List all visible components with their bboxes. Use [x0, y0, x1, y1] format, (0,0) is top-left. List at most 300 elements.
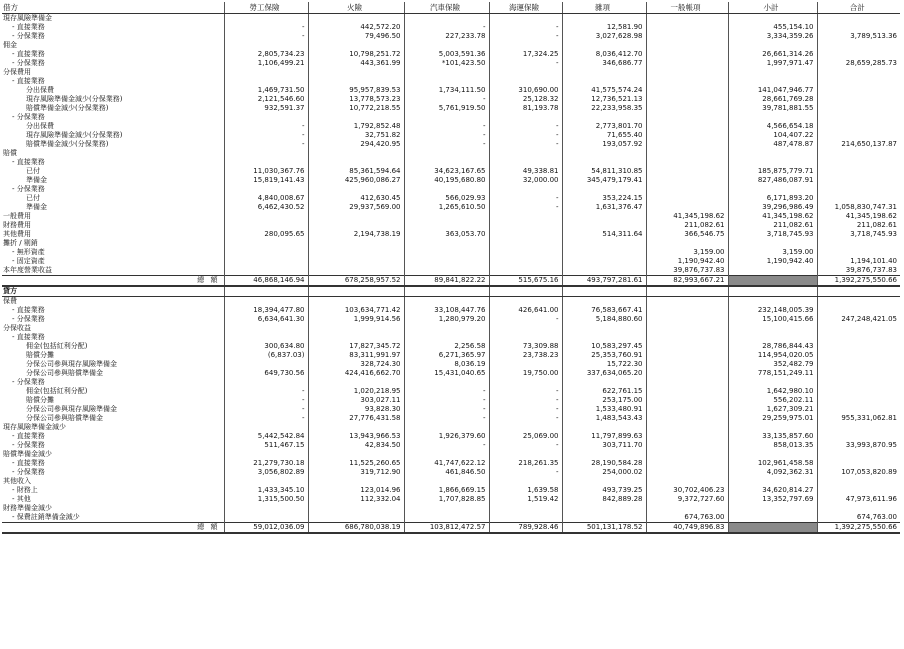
debit-cell: - [489, 203, 562, 212]
credit-cell: 41,747,622.12 [404, 459, 489, 468]
debit-cell: 1,469,731.50 [224, 86, 308, 95]
debit-cell [646, 41, 728, 50]
credit-cell [817, 342, 900, 351]
credit-cell: 76,583,667.41 [562, 306, 646, 315]
credit-row [2, 369, 900, 378]
debit-cell [308, 248, 404, 257]
debit-cell: 2,805,734.23 [224, 50, 308, 59]
credit-cell [817, 405, 900, 414]
debit-cell [489, 212, 562, 221]
debit-total-cell [728, 276, 817, 287]
credit-cell [224, 378, 308, 387]
credit-row-label: - 分保業務 [12, 441, 45, 449]
debit-row [2, 86, 900, 95]
debit-cell [646, 176, 728, 185]
debit-cell [817, 158, 900, 167]
credit-cell [817, 306, 900, 315]
credit-row-label: 財務準備金減少 [3, 504, 52, 512]
credit-cell: 955,331,062.81 [817, 414, 900, 423]
debit-row [2, 59, 900, 68]
credit-cell [728, 513, 817, 523]
credit-cell [404, 324, 489, 333]
credit-cell [308, 504, 404, 513]
credit-cell: - [404, 396, 489, 405]
debit-row-label: 本年度營業收益 [3, 266, 52, 274]
credit-cell: 426,641.00 [489, 306, 562, 315]
credit-row [2, 297, 900, 307]
debit-row-label: 現存風險準備金 [3, 14, 52, 22]
debit-total-cell: 1,392,275,550.66 [817, 276, 900, 287]
credit-row-label: - 保費註銷準備金減少 [12, 513, 80, 521]
credit-cell [562, 477, 646, 486]
credit-cell [489, 477, 562, 486]
debit-cell: 1,058,830,747.31 [817, 203, 900, 212]
debit-cell [404, 266, 489, 276]
debit-cell [817, 248, 900, 257]
debit-cell [224, 149, 308, 158]
credit-cell: - [404, 387, 489, 396]
debit-cell: 79,496.50 [308, 32, 404, 41]
credit-row-label: 佣金(包括紅利分配) [26, 342, 88, 350]
credit-cell: 73,309.88 [489, 342, 562, 351]
credit-cell [489, 504, 562, 513]
credit-row-label: - 分保業務 [12, 378, 45, 386]
debit-cell: - [489, 122, 562, 131]
credit-cell: 1,642,980.10 [728, 387, 817, 396]
debit-cell [646, 149, 728, 158]
debit-cell [404, 221, 489, 230]
credit-cell: 5,442,542.84 [224, 432, 308, 441]
credit-cell: 114,954,020.05 [728, 351, 817, 360]
debit-cell [817, 167, 900, 176]
credit-row [2, 414, 900, 423]
credit-cell [308, 333, 404, 342]
credit-row [2, 324, 900, 333]
debit-cell [562, 221, 646, 230]
credit-cell [562, 297, 646, 307]
credit-cell [817, 387, 900, 396]
credit-cell: - [224, 387, 308, 396]
credit-row [2, 378, 900, 387]
credit-cell [728, 324, 817, 333]
credit-cell: 1,280,979.20 [404, 315, 489, 324]
credit-cell [646, 414, 728, 423]
debit-cell: 6,462,430.52 [224, 203, 308, 212]
header-debit: 借方 [2, 2, 224, 14]
credit-cell [489, 450, 562, 459]
debit-row-label: 佣金 [3, 41, 17, 49]
credit-cell [817, 486, 900, 495]
credit-cell [817, 432, 900, 441]
credit-cell [728, 477, 817, 486]
debit-cell: - [224, 122, 308, 131]
credit-cell [646, 306, 728, 315]
credit-cell: 1,627,309.21 [728, 405, 817, 414]
debit-row-label: - 分保業務 [12, 59, 45, 67]
debit-cell: 211,082.61 [646, 221, 728, 230]
debit-cell [646, 140, 728, 149]
credit-row [2, 504, 900, 513]
credit-cell: 1,707,828.85 [404, 495, 489, 504]
credit-cell: - [489, 315, 562, 324]
debit-cell: 566,029.93 [404, 194, 489, 203]
debit-cell: 1,190,942.40 [728, 257, 817, 266]
debit-row-label: 攤折 / 剔銷 [3, 239, 38, 247]
credit-cell: 10,583,297.45 [562, 342, 646, 351]
debit-cell: 1,190,942.40 [646, 257, 728, 266]
debit-cell: 294,420.95 [308, 140, 404, 149]
credit-cell: 778,151,249.11 [728, 369, 817, 378]
debit-cell [646, 14, 728, 24]
credit-row-label: 分保公司參與賠償準備金 [26, 369, 103, 377]
debit-cell: - [489, 194, 562, 203]
debit-cell [646, 59, 728, 68]
credit-cell [224, 513, 308, 523]
debit-cell: 17,324.25 [489, 50, 562, 59]
debit-cell [224, 221, 308, 230]
debit-cell [489, 158, 562, 167]
debit-cell: 2,194,738.19 [308, 230, 404, 239]
debit-row-label: 已付 [26, 194, 40, 202]
credit-cell [489, 378, 562, 387]
credit-cell [404, 297, 489, 307]
credit-cell [562, 504, 646, 513]
debit-cell [817, 104, 900, 113]
credit-cell [562, 378, 646, 387]
credit-cell [728, 333, 817, 342]
debit-cell [224, 68, 308, 77]
debit-row [2, 239, 900, 248]
credit-row [2, 459, 900, 468]
credit-total-cell: 686,780,038.19 [308, 523, 404, 534]
debit-row-label: 現存風險準備金減少(分保業務) [26, 131, 123, 139]
debit-cell: - [224, 32, 308, 41]
debit-cell: 366,546.75 [646, 230, 728, 239]
debit-row-label: 分保費用 [3, 68, 31, 76]
debit-row [2, 185, 900, 194]
debit-row [2, 248, 900, 257]
debit-cell: 41,575,574.24 [562, 86, 646, 95]
credit-cell: 8,036.19 [404, 360, 489, 369]
credit-row [2, 486, 900, 495]
debit-cell [562, 185, 646, 194]
debit-total-row [2, 276, 900, 287]
credit-row-label: 其他收入 [3, 477, 31, 485]
debit-cell [308, 77, 404, 86]
debit-cell: 85,361,594.64 [308, 167, 404, 176]
debit-cell [728, 185, 817, 194]
debit-row [2, 68, 900, 77]
debit-cell: 2,773,801.70 [562, 122, 646, 131]
debit-row [2, 149, 900, 158]
debit-cell [728, 158, 817, 167]
credit-cell: 303,027.11 [308, 396, 404, 405]
debit-row-label: - 直接業務 [12, 77, 45, 85]
credit-cell [224, 324, 308, 333]
debit-cell: 141,047,946.77 [728, 86, 817, 95]
credit-cell: 28,786,844.43 [728, 342, 817, 351]
debit-cell [646, 86, 728, 95]
credit-cell: 232,148,005.39 [728, 306, 817, 315]
debit-row [2, 203, 900, 212]
debit-cell: 25,128.32 [489, 95, 562, 104]
debit-cell [817, 185, 900, 194]
header-col-marine: 海運保險 [489, 2, 562, 14]
debit-cell: 41,345,198.62 [728, 212, 817, 221]
credit-heading-section [2, 286, 900, 297]
debit-row [2, 257, 900, 266]
debit-cell [817, 86, 900, 95]
debit-cell [404, 77, 489, 86]
credit-row [2, 360, 900, 369]
debit-cell: 5,003,591.36 [404, 50, 489, 59]
debit-cell [308, 14, 404, 24]
debit-cell: 39,876,737.83 [646, 266, 728, 276]
debit-cell [489, 230, 562, 239]
credit-cell: 15,100,415.66 [728, 315, 817, 324]
credit-cell [817, 378, 900, 387]
debit-row-label: 分出保費 [26, 122, 54, 130]
debit-cell [308, 221, 404, 230]
credit-cell [308, 324, 404, 333]
credit-cell: 253,175.00 [562, 396, 646, 405]
debit-cell: 8,036,412.70 [562, 50, 646, 59]
debit-cell: 346,686.77 [562, 59, 646, 68]
credit-cell: - [404, 414, 489, 423]
credit-cell: 13,943,966.53 [308, 432, 404, 441]
debit-cell [646, 50, 728, 59]
debit-cell: 193,057.92 [562, 140, 646, 149]
debit-cell [404, 185, 489, 194]
debit-cell [728, 41, 817, 50]
credit-cell [308, 378, 404, 387]
credit-row-label: - 直接業務 [12, 333, 45, 341]
credit-cell [646, 387, 728, 396]
debit-cell: 95,957,839.53 [308, 86, 404, 95]
credit-cell: 1,639.58 [489, 486, 562, 495]
credit-total-cell: 501,131,178.52 [562, 523, 646, 534]
credit-cell [404, 378, 489, 387]
credit-cell [308, 477, 404, 486]
credit-cell: 15,722.30 [562, 360, 646, 369]
debit-row [2, 104, 900, 113]
debit-cell: - [224, 131, 308, 140]
debit-total-cell: 515,675.16 [489, 276, 562, 287]
debit-cell [728, 14, 817, 24]
credit-row-label: 分保收益 [3, 324, 31, 332]
debit-cell [646, 77, 728, 86]
debit-cell [646, 122, 728, 131]
debit-cell [646, 95, 728, 104]
credit-row-label: - 分保業務 [12, 315, 45, 323]
debit-cell: 10,772,218.55 [308, 104, 404, 113]
debit-cell: 3,718,745.93 [728, 230, 817, 239]
debit-cell [224, 239, 308, 248]
credit-total-cell: 103,812,472.57 [404, 523, 489, 534]
debit-total-cell: 46,868,146.94 [224, 276, 308, 287]
debit-cell [646, 68, 728, 77]
credit-total-cell: 1,392,275,550.66 [817, 523, 900, 534]
debit-cell: 29,937,569.00 [308, 203, 404, 212]
credit-cell: 15,431,040.65 [404, 369, 489, 378]
credit-cell [817, 333, 900, 342]
credit-cell: - [489, 387, 562, 396]
debit-cell [562, 77, 646, 86]
debit-cell: 41,345,198.62 [817, 212, 900, 221]
credit-cell [817, 360, 900, 369]
debit-cell [646, 131, 728, 140]
debit-cell: 39,781,881.55 [728, 104, 817, 113]
credit-cell [308, 513, 404, 523]
credit-cell [817, 423, 900, 432]
credit-cell: 123,014.96 [308, 486, 404, 495]
financial-statement-sheet [2, 2, 902, 645]
debit-cell: 40,195,680.80 [404, 176, 489, 185]
debit-cell: 4,566,654.18 [728, 122, 817, 131]
debit-total-cell: 493,797,281.61 [562, 276, 646, 287]
debit-cell: 827,486,087.91 [728, 176, 817, 185]
credit-row-label: 佣金(包括紅利分配) [26, 387, 88, 395]
credit-cell [308, 297, 404, 307]
header-col-total: 合計 [817, 2, 900, 14]
debit-row [2, 113, 900, 122]
debit-cell: 3,027,628.98 [562, 32, 646, 41]
debit-cell [646, 167, 728, 176]
credit-cell [646, 450, 728, 459]
debit-cell [308, 239, 404, 248]
debit-cell [308, 185, 404, 194]
debit-cell: *101,423.50 [404, 59, 489, 68]
debit-cell: 11,030,367.76 [224, 167, 308, 176]
header-col-misc: 雜項 [562, 2, 646, 14]
credit-cell [646, 333, 728, 342]
credit-cell: - [489, 468, 562, 477]
credit-cell [646, 342, 728, 351]
debit-cell: 425,960,086.27 [308, 176, 404, 185]
debit-cell [562, 257, 646, 266]
credit-row [2, 423, 900, 432]
debit-cell [562, 113, 646, 122]
debit-row-label: 準備金 [26, 176, 47, 184]
debit-row [2, 230, 900, 239]
debit-cell: 3,159.00 [646, 248, 728, 257]
credit-cell [308, 423, 404, 432]
debit-cell [308, 41, 404, 50]
credit-cell [489, 297, 562, 307]
credit-cell: 6,634,641.30 [224, 315, 308, 324]
debit-cell: - [404, 95, 489, 104]
statement-table [2, 2, 900, 534]
debit-cell [489, 113, 562, 122]
credit-cell: 622,761.15 [562, 387, 646, 396]
credit-cell [562, 450, 646, 459]
debit-cell [224, 158, 308, 167]
debit-row-label: 分出保費 [26, 86, 54, 94]
credit-cell [817, 297, 900, 307]
debit-row [2, 140, 900, 149]
debit-cell [728, 266, 817, 276]
debit-cell [404, 212, 489, 221]
credit-total-label: 總 額 [2, 523, 224, 534]
credit-cell [817, 351, 900, 360]
credit-cell [224, 333, 308, 342]
debit-cell: 310,690.00 [489, 86, 562, 95]
credit-cell [404, 423, 489, 432]
debit-cell: 227,233.78 [404, 32, 489, 41]
debit-row-label: 現存風險準備金減少(分保業務) [26, 95, 123, 103]
debit-cell: 1,734,111.50 [404, 86, 489, 95]
debit-cell: 12,581.90 [562, 23, 646, 32]
credit-cell: 102,961,458.58 [728, 459, 817, 468]
debit-cell: - [489, 140, 562, 149]
header-col-fire: 火險 [308, 2, 404, 14]
credit-row-label: - 其他 [12, 495, 31, 503]
credit-cell [646, 441, 728, 450]
credit-cell: 18,394,477.80 [224, 306, 308, 315]
credit-row-label: 賠償分攤 [26, 351, 54, 359]
debit-cell [562, 14, 646, 24]
header-col-labour: 勞工保險 [224, 2, 308, 14]
debit-cell [489, 221, 562, 230]
credit-row [2, 513, 900, 523]
credit-row [2, 387, 900, 396]
debit-row [2, 41, 900, 50]
debit-cell: 1,631,376.47 [562, 203, 646, 212]
credit-cell: 33,108,447.76 [404, 306, 489, 315]
debit-cell [728, 68, 817, 77]
credit-cell: - [224, 414, 308, 423]
credit-cell: 28,190,584.28 [562, 459, 646, 468]
debit-cell: 214,650,137.87 [817, 140, 900, 149]
debit-cell: 345,479,179.41 [562, 176, 646, 185]
credit-row-label: - 財務上 [12, 486, 38, 494]
credit-cell: 674,763.00 [646, 513, 728, 523]
debit-cell [308, 68, 404, 77]
credit-row [2, 450, 900, 459]
debit-cell [817, 131, 900, 140]
debit-cell: 3,718,745.93 [817, 230, 900, 239]
debit-row-label: - 固定資產 [12, 257, 45, 265]
debit-cell [646, 185, 728, 194]
credit-row [2, 315, 900, 324]
debit-cell [404, 113, 489, 122]
header-col-motor: 汽車保險 [404, 2, 489, 14]
credit-cell: 1,866,669.15 [404, 486, 489, 495]
credit-cell: 11,525,260.65 [308, 459, 404, 468]
debit-row-label: - 直接業務 [12, 158, 45, 166]
debit-cell [224, 41, 308, 50]
debit-cell: 455,154.10 [728, 23, 817, 32]
debit-cell [646, 239, 728, 248]
debit-cell: - [489, 32, 562, 41]
credit-cell [224, 423, 308, 432]
debit-cell: 932,591.37 [224, 104, 308, 113]
debit-cell [308, 266, 404, 276]
credit-cell: 303,711.70 [562, 441, 646, 450]
credit-cell: 424,416,662.70 [308, 369, 404, 378]
credit-heading: 貸方 [2, 286, 224, 297]
debit-row [2, 32, 900, 41]
credit-cell [728, 504, 817, 513]
debit-total-cell: 678,258,957.52 [308, 276, 404, 287]
debit-row-label: 賠償準備金減少(分保業務) [26, 140, 109, 148]
credit-total-cell [728, 523, 817, 534]
debit-cell [489, 248, 562, 257]
debit-row [2, 221, 900, 230]
credit-cell [646, 351, 728, 360]
credit-cell [224, 477, 308, 486]
debit-cell [404, 239, 489, 248]
